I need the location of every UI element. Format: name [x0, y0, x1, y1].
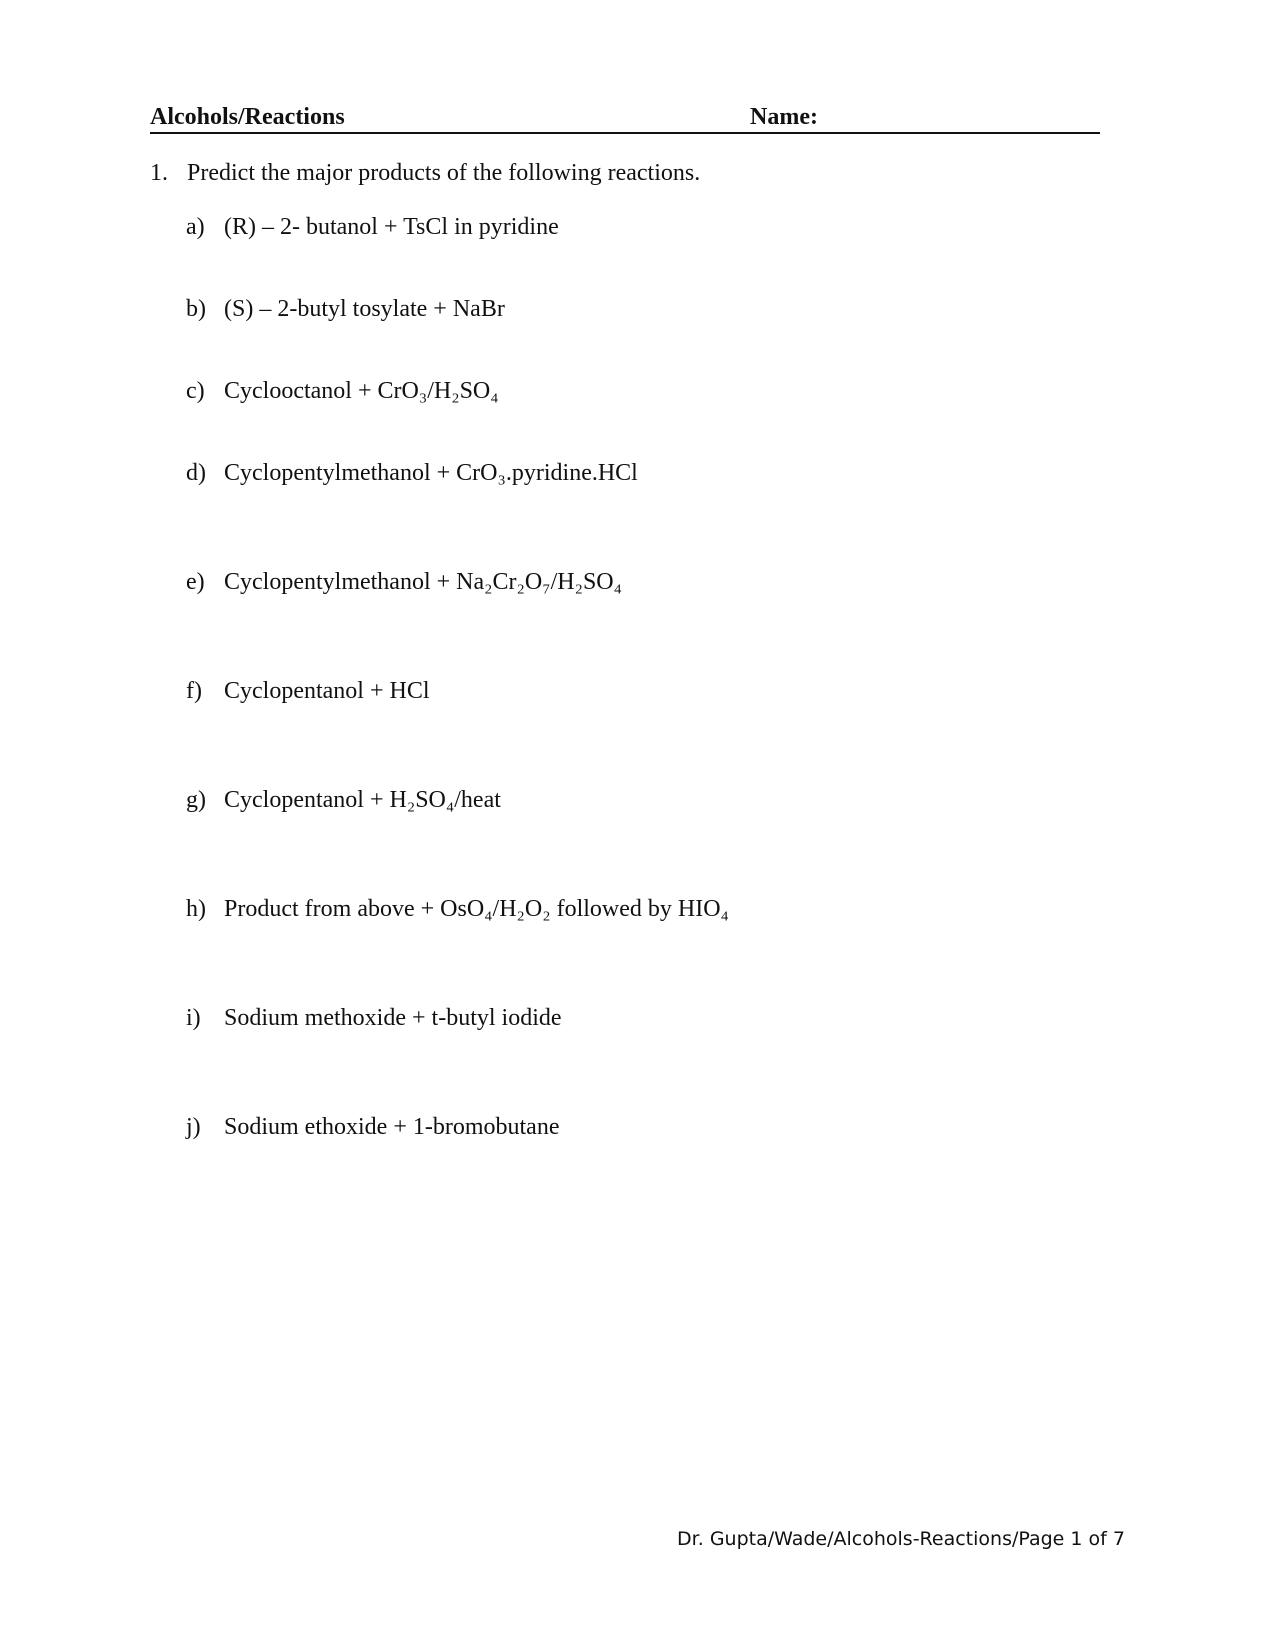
item-letter: j): [186, 1114, 201, 1140]
worksheet-title: Alcohols/Reactions: [150, 104, 345, 130]
item-letter: e): [186, 569, 205, 595]
reaction-item-b: [186, 296, 505, 323]
worksheet-header: [150, 102, 1100, 134]
item-text: Cyclopentylmethanol + CrO₃.pyridine.HCl: [224, 460, 638, 486]
reaction-item-g: [186, 787, 501, 814]
item-text: (S) – 2-butyl tosylate + NaBr: [224, 296, 505, 322]
reaction-item-d: [186, 460, 638, 487]
item-letter: i): [186, 1005, 201, 1031]
item-letter: b): [186, 296, 206, 322]
item-letter: c): [186, 378, 205, 404]
item-letter: h): [186, 896, 206, 922]
reaction-item-a: [186, 214, 559, 241]
question-number: 1.: [150, 160, 168, 186]
reaction-item-e: [186, 569, 622, 596]
item-text: Cyclooctanol + CrO₃/H₂SO₄: [224, 378, 499, 404]
item-letter: d): [186, 460, 206, 486]
item-letter: g): [186, 787, 206, 813]
item-text: Cyclopentanol + HCl: [224, 678, 430, 704]
item-text: Sodium methoxide + t-butyl iodide: [224, 1005, 562, 1031]
item-text: Sodium ethoxide + 1-bromobutane: [224, 1114, 560, 1140]
question-text: Predict the major products of the following reactions.: [187, 160, 701, 186]
reaction-item-h: [186, 896, 729, 923]
reaction-item-i: [186, 1005, 562, 1032]
item-letter: a): [186, 214, 205, 240]
item-text: (R) – 2- butanol + TsCl in pyridine: [224, 214, 559, 240]
name-label: Name:: [750, 104, 818, 130]
reaction-item-f: [186, 678, 430, 705]
reaction-item-c: [186, 378, 499, 405]
page-footer: Dr. Gupta/Wade/Alcohols-Reactions/Page 1 of 7: [677, 1528, 1125, 1550]
item-text: Product from above + OsO₄/H₂O₂ followed by HIO₄: [224, 896, 729, 922]
item-text: Cyclopentylmethanol + Na₂Cr₂O₇/H₂SO₄: [224, 569, 622, 595]
item-letter: f): [186, 678, 202, 704]
question-1: [150, 160, 700, 187]
item-text: Cyclopentanol + H₂SO₄/heat: [224, 787, 501, 813]
reaction-item-j: [186, 1114, 559, 1141]
